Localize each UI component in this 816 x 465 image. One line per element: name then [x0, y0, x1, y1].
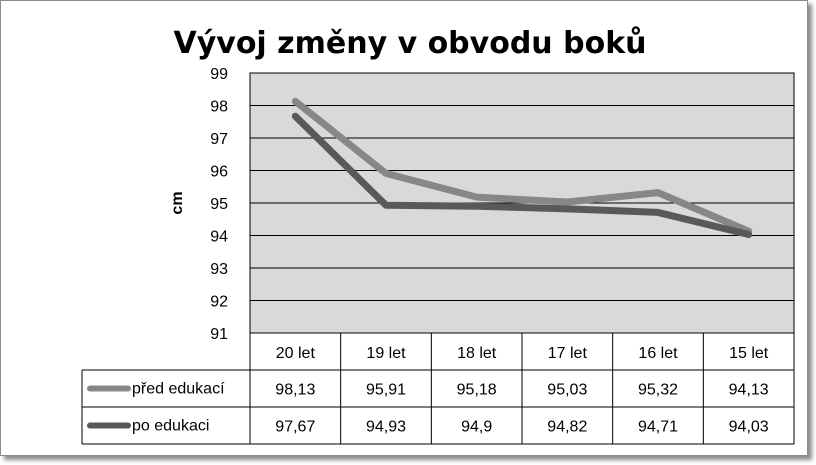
category-label: 20 let — [275, 345, 315, 362]
category-label: 17 let — [547, 345, 587, 362]
data-value-label: 94,82 — [547, 418, 588, 436]
category-label: 18 let — [457, 345, 497, 362]
y-tick-label: 94 — [210, 228, 228, 246]
category-label: 16 let — [638, 345, 678, 362]
data-value-label: 94,93 — [365, 418, 407, 436]
data-value-label: 98,13 — [275, 381, 316, 399]
data-table — [82, 333, 794, 444]
plot-area — [210, 66, 794, 343]
y-axis-label: cm — [169, 191, 186, 215]
y-tick-label: 92 — [210, 293, 228, 311]
y-tick-label: 96 — [210, 163, 228, 181]
data-value-label: 95,03 — [547, 381, 588, 399]
data-value-label: 97,67 — [275, 418, 316, 436]
y-tick-label: 98 — [210, 98, 228, 116]
data-value-label: 95,18 — [456, 381, 497, 399]
data-value-label: 94,03 — [728, 418, 769, 436]
y-tick-label: 95 — [210, 196, 228, 213]
category-label: 19 let — [366, 345, 406, 362]
data-value-label: 95,32 — [637, 381, 679, 399]
data-value-label: 94,9 — [461, 418, 493, 436]
y-tick-label: 99 — [210, 66, 228, 83]
y-tick-label: 97 — [210, 131, 228, 148]
chart-title: Vývoj změny v obvodu boků — [173, 26, 647, 61]
category-label: 15 let — [729, 345, 769, 362]
legend-label: před edukací — [132, 380, 225, 398]
data-value-label: 94,71 — [637, 418, 679, 436]
data-value-label: 95,91 — [365, 381, 407, 399]
y-tick-label: 91 — [210, 326, 228, 343]
data-value-label: 94,13 — [728, 381, 769, 399]
y-tick-label: 93 — [210, 261, 228, 278]
legend-label: po edukaci — [132, 417, 210, 435]
